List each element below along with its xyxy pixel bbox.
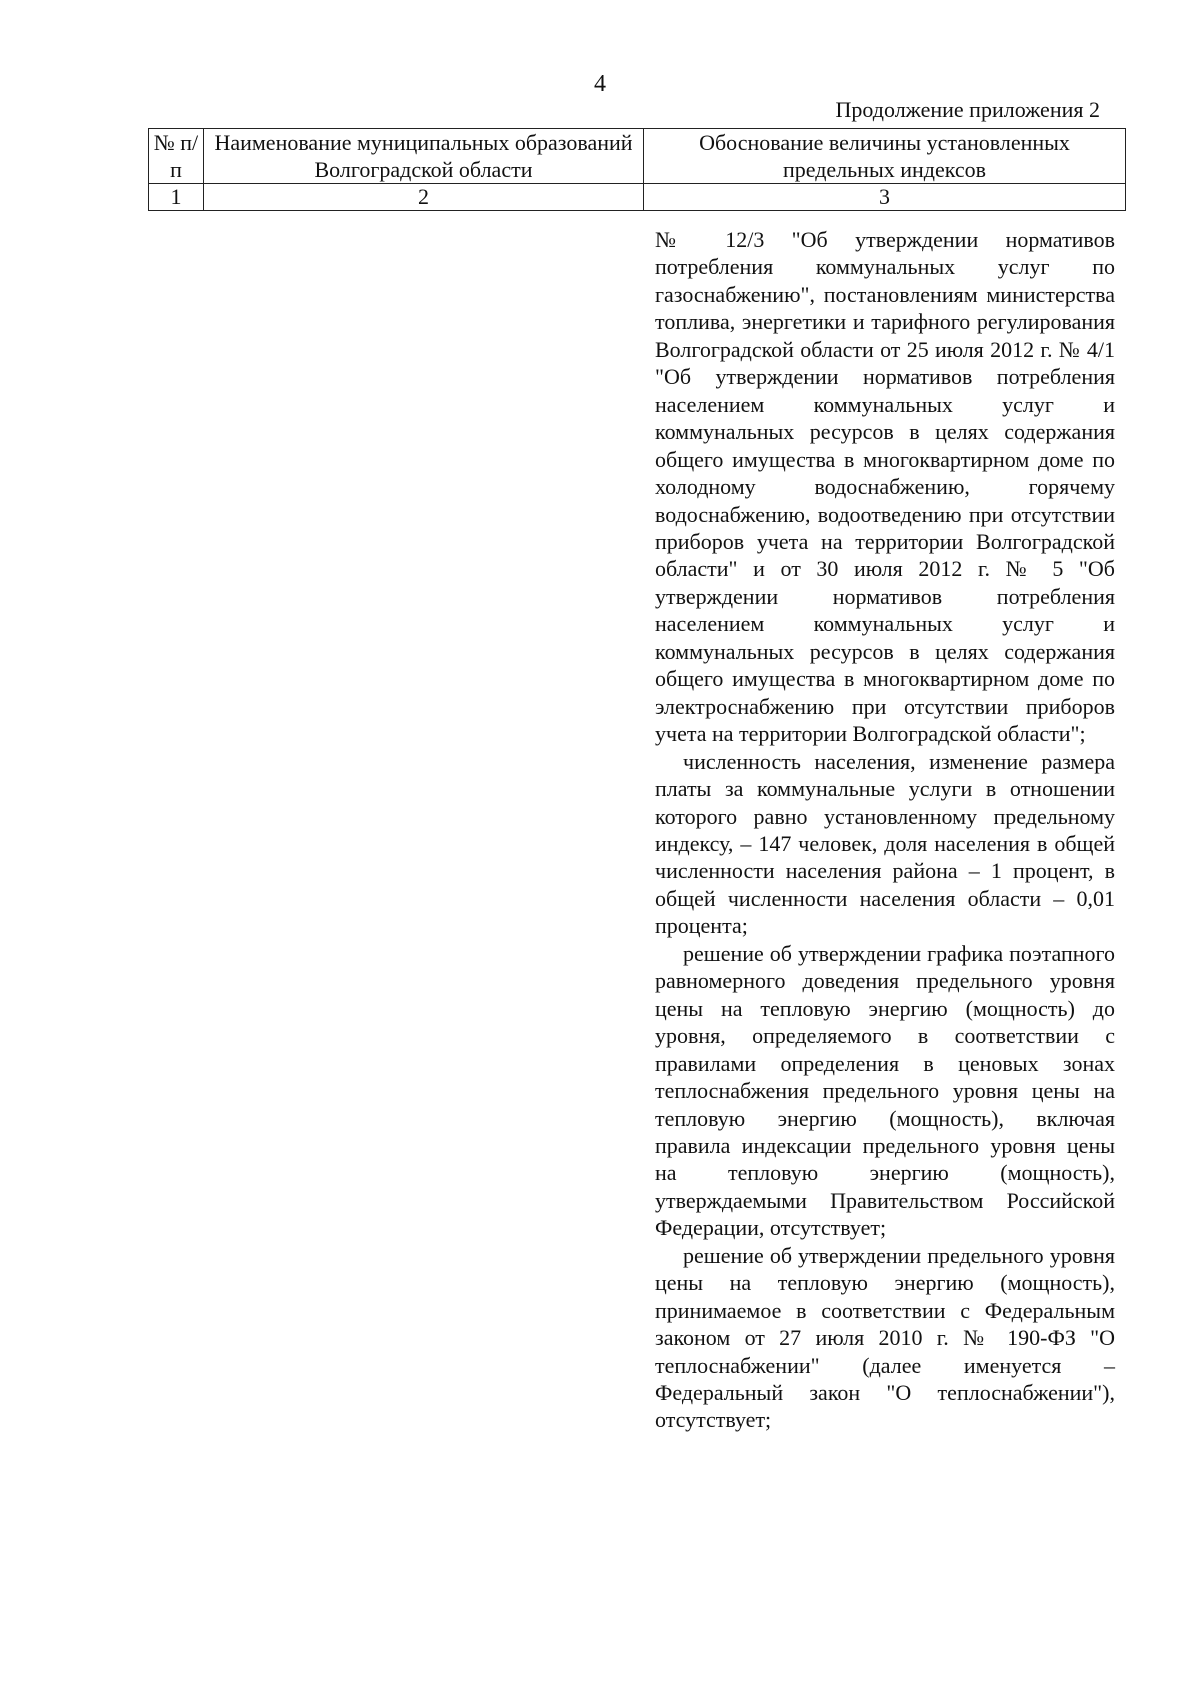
appendix-continuation-label: Продолжение приложения 2 — [835, 97, 1100, 122]
table-header-row — [149, 129, 1126, 184]
paragraph-heat-price-limit: решение об утверждении предельного уровня цены на тепловую энергию (мощность), принимаемое в соответствии с Федеральным законом от 27 июля 2010 г. № 190-ФЗ "О теплоснабжении" (далее именуется – Федеральный закон "О теплоснабжении"), отсутствует; — [655, 1242, 1115, 1433]
appendix-table — [148, 128, 1126, 211]
paragraph-heat-price-schedule: решение об утверждении графика поэтапного равномерного доведения предельного уровня цены на тепловую энергию (мощность) до уровня, определяемого в соответствии с правилами определения в ценовых зонах теплоснабжения предельного уровня цены на тепловую энергию (мощность), включая правила индексации предельного уровня цены на тепловую энергию (мощность), утверждаемыми Правительством Российской Федерации, отсутствует; — [655, 940, 1115, 1241]
page-number: 4 — [594, 71, 606, 97]
header-municipality: Наименование муниципальных образований Волгоградской области — [204, 129, 644, 184]
paragraph-regulations: № 12/3 "Об утверждении нормативов потребления коммунальных услуг по газоснабжению", постановлениям министерства топлива, энергетики и тарифного регулирования Волгоградской области от 25 июля 2012 г. № 4/1 "Об утверждении нормативов потребления населением коммунальных услуг и коммунальных ресурсов в целях содержания общего имущества в многоквартирном доме по холодному водоснабжению, горячему водоснабжению, водоотведению при отсутствии приборов учета на территории Волгоградской области" и от 30 июля 2012 г. № 5 "Об утверждении нормативов потребления населением коммунальных услуг и коммунальных ресурсов в целях содержания общего имущества в многоквартирном доме по электроснабжению при отсутствии приборов учета на территории Волгоградской области"; — [655, 227, 1115, 747]
column-number-1: 1 — [149, 184, 204, 211]
justification-text — [655, 226, 1115, 1434]
column-number-2: 2 — [204, 184, 644, 211]
paragraph-population: численность населения, изменение размера платы за коммунальные услуги в отношении которого равно установленному предельному индексу, – 147 человек, доля населения в общей численности населения района – 1 процент, в общей численности населения области – 0,01 процента; — [655, 748, 1115, 939]
header-justification: Обоснование величины установленных предельных индексов — [644, 129, 1126, 184]
column-number-3: 3 — [644, 184, 1126, 211]
table-column-numbers-row — [149, 184, 1126, 211]
header-number: № п/п — [149, 129, 204, 184]
